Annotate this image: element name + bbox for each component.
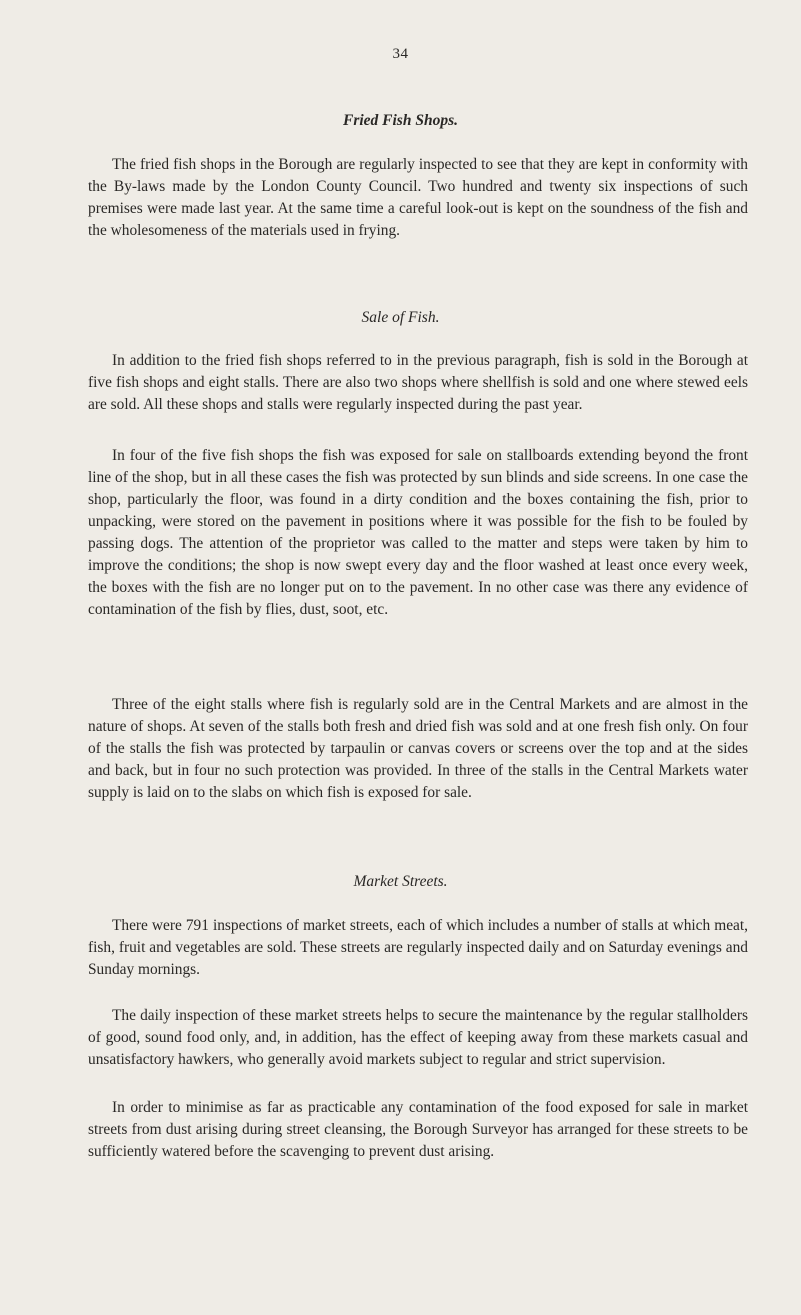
section-heading-sale-of-fish: Sale of Fish. <box>361 309 440 326</box>
section-heading-market-streets: Market Streets. <box>353 873 448 890</box>
paragraph: The daily inspection of these market streets helps to secure the maintenance by the regular stallholders of good, sound food only, and, in addition, has the effect of keeping away from these markets casual and unsatisfactory hawkers, who generally avoid markets subject to regular and strict supervision. <box>88 1007 748 1068</box>
paragraph: Three of the eight stalls where fish is regularly sold are in the Central Markets and are almost in the nature of shops. At seven of the stalls both fresh and dried fish was sold and at one fresh fish only. On four of the stalls the fish was protected by tarpaulin or canvas covers or screens over the top and at the sides and back, but in four no such protection was provided. In three of the stalls in the Central Markets water supply is laid on to the slabs on which fish is exposed for sale. <box>88 696 748 801</box>
paragraph: In addition to the fried fish shops referred to in the previous paragraph, fish is sold in the Borough at five fish shops and eight stalls. There are also two shops where shellfish is sold and one where stewed eels are sold. All these shops and stalls were regularly inspected during the past year. <box>88 352 748 413</box>
paragraph: There were 791 inspections of market streets, each of which includes a number of stalls at which meat, fish, fruit and vegetables are sold. These streets are regularly inspected daily and on Saturday evenings and Sunday mornings. <box>88 917 748 978</box>
paragraph: The fried fish shops in the Borough are regularly inspected to see that they are kept in conformity with the By-laws made by the London County Council. Two hundred and twenty six inspections of such premises were made last year. At the same time a careful look-out is kept on the soundness of the fish and the wholesomeness of the materials used in frying. <box>88 156 748 239</box>
page-number: 34 <box>392 46 409 62</box>
paragraph: In four of the five fish shops the fish was exposed for sale on stallboards extending beyond the front line of the shop, but in all these cases the fish was protected by sun blinds and side screens. In one case the shop, particularly the floor, was found in a dirty condition and the boxes containing the fish, prior to unpacking, were stored on the pavement in positions where it was possible for the fish to be fouled by passing dogs. The attention of the proprietor was called to the matter and steps were taken by him to improve the conditions; the shop is now swept every day and the floor washed at least once every week, the boxes with the fish are no longer put on to the pavement. In no other case was there any evidence of contamination of the fish by flies, dust, soot, etc. <box>88 447 748 618</box>
section-heading-fried-fish-shops: Fried Fish Shops. <box>342 112 458 129</box>
paragraph: In order to minimise as far as practicable any contamination of the food exposed for sale in market streets from dust arising during street cleansing, the Borough Surveyor has arranged for these streets to be sufficiently watered before the scavenging to prevent dust arising. <box>88 1099 748 1160</box>
